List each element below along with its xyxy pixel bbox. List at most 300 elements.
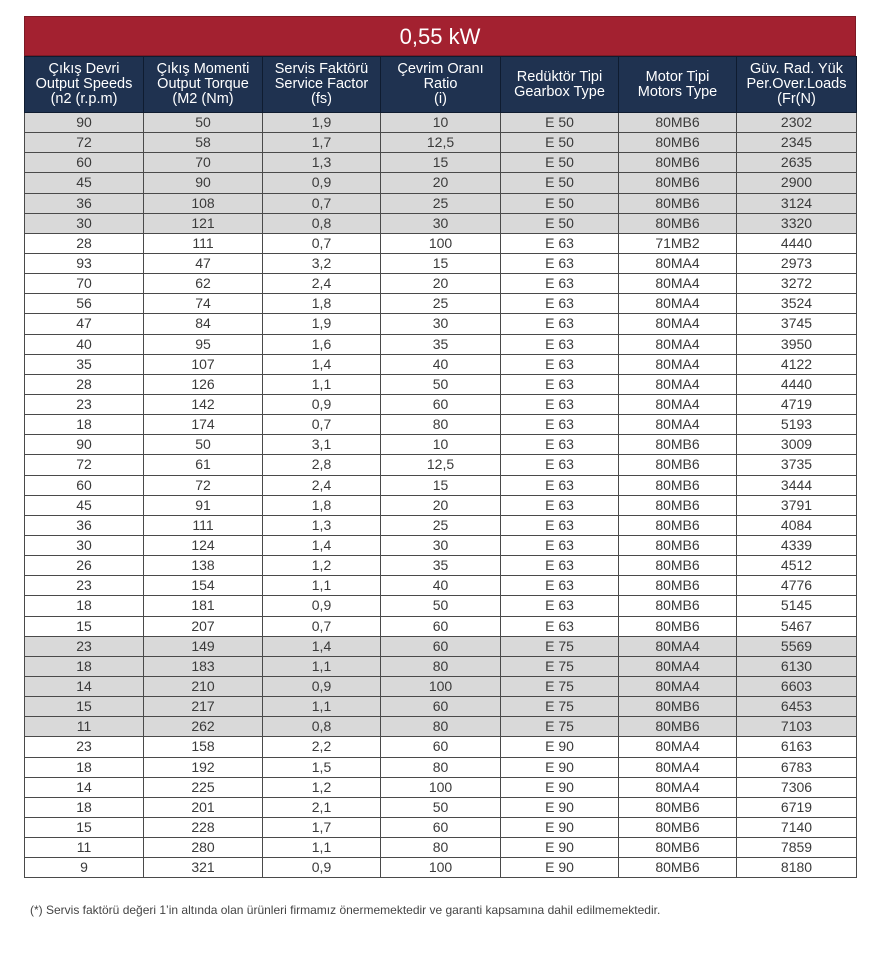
table-cell: 60 (381, 817, 501, 837)
table-cell: 30 (381, 314, 501, 334)
table-cell: 80MB6 (619, 616, 737, 636)
table-cell: 80MB6 (619, 576, 737, 596)
table-cell: 20 (381, 274, 501, 294)
table-cell: 12,5 (381, 133, 501, 153)
table-cell: 30 (381, 535, 501, 555)
table-cell: E 63 (501, 455, 619, 475)
table-cell: 5145 (737, 596, 857, 616)
table-cell: 40 (381, 354, 501, 374)
table-cell: 1,2 (263, 556, 381, 576)
table-cell: 111 (144, 515, 263, 535)
table-cell: 228 (144, 817, 263, 837)
column-header-line: Servis Faktörü (274, 61, 369, 77)
table-cell: 183 (144, 656, 263, 676)
table-cell: E 50 (501, 213, 619, 233)
table-cell: 80MB6 (619, 697, 737, 717)
table-row (25, 737, 857, 757)
table-cell: E 75 (501, 636, 619, 656)
table-cell: 6783 (737, 757, 857, 777)
column-header (25, 57, 144, 113)
table-cell: 1,4 (263, 354, 381, 374)
table-cell: 80MA4 (619, 294, 737, 314)
table-cell: 2635 (737, 153, 857, 173)
table-cell: 1,4 (263, 535, 381, 555)
table-cell: 30 (381, 213, 501, 233)
spec-sheet (24, 16, 856, 878)
table-cell: E 75 (501, 676, 619, 696)
table-cell: 1,1 (263, 838, 381, 858)
table-cell: 8180 (737, 858, 857, 878)
table-cell: 80MB6 (619, 193, 737, 213)
column-header-line: (i) (434, 91, 447, 107)
table-cell: 80MB6 (619, 213, 737, 233)
table-cell: 18 (25, 596, 144, 616)
table-row (25, 354, 857, 374)
table-cell: 0,7 (263, 193, 381, 213)
column-header-line: Çıkış Devri (48, 61, 120, 77)
table-cell: 149 (144, 636, 263, 656)
table-cell: 108 (144, 193, 263, 213)
table-cell: 80MB6 (619, 535, 737, 555)
table-cell: 80MA4 (619, 314, 737, 334)
column-header-line: (Fr(N) (777, 91, 816, 107)
table-cell: 36 (25, 193, 144, 213)
table-cell: 6163 (737, 737, 857, 757)
table-cell: 1,3 (263, 515, 381, 535)
table-cell: E 50 (501, 113, 619, 133)
table-cell: E 63 (501, 415, 619, 435)
table-cell: E 90 (501, 817, 619, 837)
table-cell: 126 (144, 374, 263, 394)
power-title: 0,55 kW (24, 16, 856, 56)
table-cell: E 63 (501, 314, 619, 334)
table-cell: 4776 (737, 576, 857, 596)
table-cell: 2973 (737, 253, 857, 273)
table-row (25, 616, 857, 636)
table-cell: 154 (144, 576, 263, 596)
table-row (25, 294, 857, 314)
table-cell: 7103 (737, 717, 857, 737)
table-cell: 5193 (737, 415, 857, 435)
column-header-line: Motors Type (637, 83, 718, 100)
table-cell: 80MA4 (619, 334, 737, 354)
table-cell: 50 (144, 113, 263, 133)
table-cell: 1,6 (263, 334, 381, 354)
table-cell: 80MB6 (619, 858, 737, 878)
table-cell: 1,7 (263, 817, 381, 837)
table-cell: 23 (25, 576, 144, 596)
table-cell: 80MB6 (619, 596, 737, 616)
table-cell: 6130 (737, 656, 857, 676)
table-cell: 80 (381, 415, 501, 435)
table-cell: 80MA4 (619, 737, 737, 757)
table-cell: 3524 (737, 294, 857, 314)
table-cell: E 63 (501, 294, 619, 314)
table-cell: 35 (381, 334, 501, 354)
table-cell: 72 (144, 475, 263, 495)
table-cell: 28 (25, 233, 144, 253)
table-cell: 90 (25, 113, 144, 133)
table-cell: 40 (381, 576, 501, 596)
column-header-line: Service Factor (274, 76, 369, 92)
table-cell: 80MA4 (619, 656, 737, 676)
column-header-line: Ratio (423, 76, 458, 92)
table-cell: 80MA4 (619, 374, 737, 394)
column-header-line: Gearbox Type (514, 83, 605, 100)
table-cell: 280 (144, 838, 263, 858)
table-cell: 3735 (737, 455, 857, 475)
table-cell: E 90 (501, 757, 619, 777)
table-cell: 12,5 (381, 455, 501, 475)
table-cell: E 63 (501, 435, 619, 455)
table-cell: 15 (381, 253, 501, 273)
table-cell: 23 (25, 737, 144, 757)
table-cell: 138 (144, 556, 263, 576)
table-cell: 30 (25, 213, 144, 233)
table-cell: 0,9 (263, 858, 381, 878)
table-cell: 14 (25, 676, 144, 696)
table-cell: 1,1 (263, 656, 381, 676)
table-row (25, 213, 857, 233)
table-cell: 0,9 (263, 394, 381, 414)
table-cell: 181 (144, 596, 263, 616)
table-cell: 60 (381, 737, 501, 757)
table-cell: 80 (381, 717, 501, 737)
table-cell: 14 (25, 777, 144, 797)
table-cell: 80 (381, 838, 501, 858)
table-cell: E 63 (501, 354, 619, 374)
table-row (25, 676, 857, 696)
table-cell: 93 (25, 253, 144, 273)
table-cell: 2,1 (263, 797, 381, 817)
table-cell: 45 (25, 173, 144, 193)
table-cell: 80MB6 (619, 475, 737, 495)
table-cell: 80MB6 (619, 515, 737, 535)
table-row (25, 253, 857, 273)
table-cell: 30 (25, 535, 144, 555)
table-row (25, 576, 857, 596)
table-row (25, 757, 857, 777)
column-header (381, 57, 501, 113)
table-cell: 18 (25, 797, 144, 817)
table-cell: 174 (144, 415, 263, 435)
table-cell: 25 (381, 515, 501, 535)
column-header (144, 57, 263, 113)
table-cell: 9 (25, 858, 144, 878)
column-header-line: Çıkış Momenti (156, 61, 250, 77)
table-cell: 80MB6 (619, 495, 737, 515)
table-row (25, 334, 857, 354)
table-cell: 26 (25, 556, 144, 576)
table-cell: 80MB6 (619, 838, 737, 858)
table-cell: 80MB6 (619, 556, 737, 576)
table-cell: 23 (25, 394, 144, 414)
table-cell: 4084 (737, 515, 857, 535)
table-cell: 60 (381, 697, 501, 717)
table-cell: 80MB6 (619, 717, 737, 737)
table-cell: 60 (25, 153, 144, 173)
table-cell: 23 (25, 636, 144, 656)
table-cell: 4512 (737, 556, 857, 576)
gearbox-table (24, 56, 857, 878)
table-cell: 95 (144, 334, 263, 354)
table-cell: 0,9 (263, 676, 381, 696)
table-cell: 2900 (737, 173, 857, 193)
table-cell: 3,2 (263, 253, 381, 273)
table-row (25, 374, 857, 394)
table-cell: 11 (25, 717, 144, 737)
table-cell: 7306 (737, 777, 857, 797)
table-cell: 2,2 (263, 737, 381, 757)
table-cell: 25 (381, 193, 501, 213)
table-cell: 80MA4 (619, 636, 737, 656)
table-cell: E 50 (501, 153, 619, 173)
column-header (737, 57, 857, 113)
table-cell: E 63 (501, 616, 619, 636)
table-cell: E 63 (501, 515, 619, 535)
table-cell: 80MA4 (619, 354, 737, 374)
table-cell: 1,9 (263, 113, 381, 133)
table-cell: 0,8 (263, 213, 381, 233)
table-cell: 4719 (737, 394, 857, 414)
table-cell: 210 (144, 676, 263, 696)
table-cell: 60 (381, 616, 501, 636)
table-cell: 2,4 (263, 274, 381, 294)
table-cell: 3791 (737, 495, 857, 515)
table-cell: 80MB6 (619, 435, 737, 455)
table-cell: 80 (381, 656, 501, 676)
table-cell: 3124 (737, 193, 857, 213)
table-cell: 100 (381, 233, 501, 253)
table-cell: 225 (144, 777, 263, 797)
table-cell: 80MB6 (619, 153, 737, 173)
table-cell: 74 (144, 294, 263, 314)
table-cell: 80MA4 (619, 253, 737, 273)
table-cell: 80MB6 (619, 797, 737, 817)
table-cell: 192 (144, 757, 263, 777)
table-cell: 18 (25, 656, 144, 676)
table-cell: 262 (144, 717, 263, 737)
table-cell: 80MA4 (619, 757, 737, 777)
table-cell: E 90 (501, 838, 619, 858)
column-header-line: Motor Tipi (645, 68, 710, 85)
table-cell: 35 (381, 556, 501, 576)
table-cell: E 75 (501, 717, 619, 737)
table-cell: E 63 (501, 495, 619, 515)
table-row (25, 535, 857, 555)
table-cell: 6603 (737, 676, 857, 696)
table-cell: 60 (25, 475, 144, 495)
table-cell: E 63 (501, 556, 619, 576)
table-cell: 4339 (737, 535, 857, 555)
table-cell: 90 (144, 173, 263, 193)
table-row (25, 596, 857, 616)
table-cell: 100 (381, 777, 501, 797)
column-header-line: (fs) (311, 91, 332, 107)
table-cell: 0,7 (263, 616, 381, 636)
table-body (25, 113, 857, 878)
table-cell: 91 (144, 495, 263, 515)
table-row (25, 274, 857, 294)
table-cell: 107 (144, 354, 263, 374)
table-cell: 0,7 (263, 415, 381, 435)
table-cell: 15 (25, 697, 144, 717)
table-cell: 100 (381, 858, 501, 878)
table-cell: 80MA4 (619, 274, 737, 294)
table-cell: 124 (144, 535, 263, 555)
table-row (25, 394, 857, 414)
table-row (25, 556, 857, 576)
table-cell: 50 (381, 596, 501, 616)
table-cell: 142 (144, 394, 263, 414)
table-cell: 5467 (737, 616, 857, 636)
table-cell: 58 (144, 133, 263, 153)
table-cell: E 63 (501, 374, 619, 394)
table-row (25, 515, 857, 535)
table-cell: 0,9 (263, 596, 381, 616)
table-row (25, 233, 857, 253)
table-cell: 80MB6 (619, 113, 737, 133)
table-cell: 20 (381, 173, 501, 193)
column-header-line: Output Torque (157, 76, 249, 92)
table-cell: 50 (381, 797, 501, 817)
table-row (25, 435, 857, 455)
table-cell: 61 (144, 455, 263, 475)
table-cell: 10 (381, 435, 501, 455)
table-cell: 2345 (737, 133, 857, 153)
table-cell: 4440 (737, 233, 857, 253)
table-cell: 90 (25, 435, 144, 455)
table-cell: E 50 (501, 133, 619, 153)
table-cell: E 63 (501, 253, 619, 273)
table-cell: E 75 (501, 697, 619, 717)
table-cell: 71MB2 (619, 233, 737, 253)
table-cell: 10 (381, 113, 501, 133)
table-cell: E 63 (501, 535, 619, 555)
table-cell: 0,9 (263, 173, 381, 193)
table-cell: 28 (25, 374, 144, 394)
table-row (25, 838, 857, 858)
table-cell: 80MA4 (619, 394, 737, 414)
table-cell: 70 (144, 153, 263, 173)
table-cell: 50 (381, 374, 501, 394)
table-cell: 3,1 (263, 435, 381, 455)
table-cell: 2,4 (263, 475, 381, 495)
table-cell: 1,3 (263, 153, 381, 173)
table-cell: 80MA4 (619, 415, 737, 435)
table-cell: 80MB6 (619, 455, 737, 475)
table-cell: 4122 (737, 354, 857, 374)
table-cell: E 90 (501, 858, 619, 878)
table-cell: 47 (144, 253, 263, 273)
table-cell: 15 (25, 616, 144, 636)
table-cell: 121 (144, 213, 263, 233)
table-cell: 201 (144, 797, 263, 817)
column-header-line: Redüktör Tipi (516, 68, 603, 85)
table-cell: E 90 (501, 797, 619, 817)
table-cell: 5569 (737, 636, 857, 656)
table-row (25, 636, 857, 656)
table-cell: E 63 (501, 576, 619, 596)
table-cell: 1,4 (263, 636, 381, 656)
table-cell: 3745 (737, 314, 857, 334)
column-header (619, 57, 737, 113)
table-cell: 1,1 (263, 697, 381, 717)
table-cell: E 90 (501, 777, 619, 797)
column-header-line: Per.Over.Loads (746, 76, 847, 92)
table-cell: 70 (25, 274, 144, 294)
table-cell: 0,7 (263, 233, 381, 253)
table-cell: 1,2 (263, 777, 381, 797)
table-cell: 321 (144, 858, 263, 878)
table-cell: 60 (381, 636, 501, 656)
table-row (25, 475, 857, 495)
table-cell: 62 (144, 274, 263, 294)
table-cell: 80MB6 (619, 133, 737, 153)
table-cell: 3444 (737, 475, 857, 495)
table-cell: 18 (25, 415, 144, 435)
table-cell: 80MA4 (619, 676, 737, 696)
table-row (25, 697, 857, 717)
table-cell: E 63 (501, 274, 619, 294)
table-cell: E 75 (501, 656, 619, 676)
footnote: (*) Servis faktörü değeri 1’in altında olan ürünleri firmamız önermemektedir ve garanti kapsamına dahil edilmemektedir. (30, 903, 661, 917)
column-header (501, 57, 619, 113)
table-cell: 2,8 (263, 455, 381, 475)
table-cell: 2302 (737, 113, 857, 133)
table-cell: 25 (381, 294, 501, 314)
table-cell: E 63 (501, 233, 619, 253)
table-cell: 11 (25, 838, 144, 858)
table-cell: E 50 (501, 193, 619, 213)
table-cell: 80 (381, 757, 501, 777)
table-header-row (25, 57, 857, 113)
table-cell: 15 (25, 817, 144, 837)
table-cell: 1,8 (263, 495, 381, 515)
table-cell: 6453 (737, 697, 857, 717)
table-cell: 7140 (737, 817, 857, 837)
table-cell: 1,7 (263, 133, 381, 153)
table-cell: 35 (25, 354, 144, 374)
table-cell: 3272 (737, 274, 857, 294)
table-cell: 3009 (737, 435, 857, 455)
table-cell: 4440 (737, 374, 857, 394)
table-cell: 15 (381, 153, 501, 173)
table-cell: 80MB6 (619, 817, 737, 837)
table-row (25, 797, 857, 817)
column-header-line: Güv. Rad. Yük (750, 61, 843, 77)
table-row (25, 455, 857, 475)
table-cell: 84 (144, 314, 263, 334)
table-cell: E 63 (501, 475, 619, 495)
table-cell: 56 (25, 294, 144, 314)
table-cell: 36 (25, 515, 144, 535)
table-cell: 158 (144, 737, 263, 757)
table-cell: 72 (25, 455, 144, 475)
column-header-line: (n2 (r.p.m) (50, 91, 118, 107)
table-row (25, 314, 857, 334)
table-cell: E 63 (501, 334, 619, 354)
column-header-line: Output Speeds (35, 76, 133, 92)
table-row (25, 173, 857, 193)
table-cell: 1,8 (263, 294, 381, 314)
column-header (263, 57, 381, 113)
table-cell: 7859 (737, 838, 857, 858)
table-row (25, 817, 857, 837)
table-cell: 100 (381, 676, 501, 696)
table-cell: 20 (381, 495, 501, 515)
table-row (25, 495, 857, 515)
